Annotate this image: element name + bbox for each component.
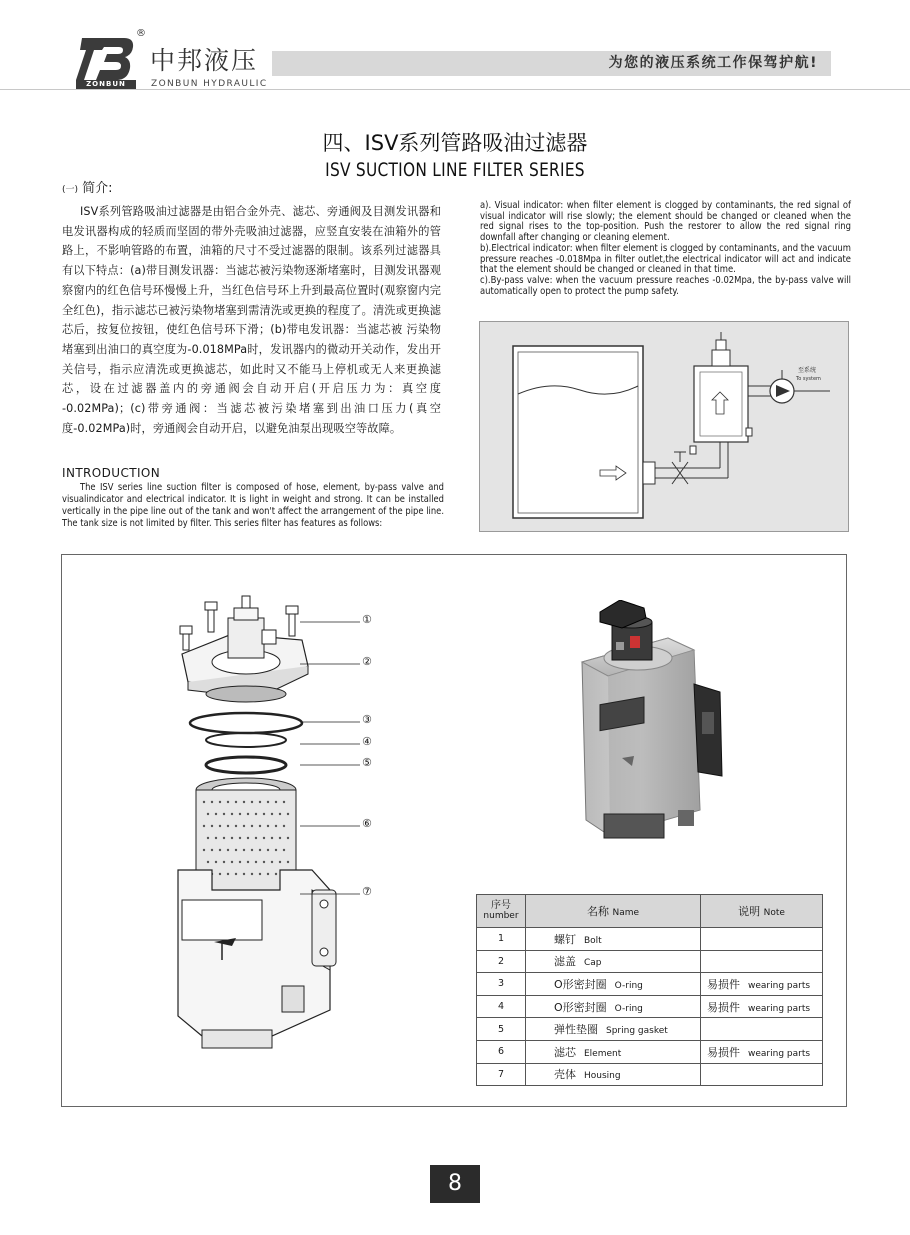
table-header-row <box>477 895 823 928</box>
col-name <box>526 895 701 928</box>
features-text <box>480 201 851 297</box>
intro-text-cn <box>62 202 441 438</box>
name-en: Element <box>584 1048 622 1059</box>
col-name-cn: 名称 <box>586 905 609 918</box>
name-cn: O形密封圈 <box>554 977 607 991</box>
to-system-label-cn: 至系统 <box>798 367 817 374</box>
callout-2: ② <box>362 655 372 668</box>
logo-wordmark: ZONBUN <box>76 80 136 89</box>
callout-3: ③ <box>362 713 372 726</box>
name-en: Spring gasket <box>606 1026 668 1037</box>
section-number: (一) <box>62 185 79 195</box>
section-label: 简介: <box>82 181 113 196</box>
to-system-label-en: To system <box>796 376 821 382</box>
callout-7: ⑦ <box>362 885 372 898</box>
row-number: 4 <box>477 995 526 1018</box>
name-cn: 螺钉 <box>554 932 576 946</box>
row-name <box>526 928 701 951</box>
col-note-en: Note <box>763 908 785 918</box>
product-photo <box>570 600 740 850</box>
name-cn: O形密封圈 <box>554 1000 607 1014</box>
table-row <box>477 1040 823 1063</box>
row-name <box>526 995 701 1018</box>
page-title-en: ISV SUCTION LINE FILTER SERIES <box>325 159 585 181</box>
row-note <box>701 995 823 1018</box>
row-number: 2 <box>477 950 526 973</box>
page-title-cn: 四、ISV系列管路吸油过滤器 <box>322 131 588 155</box>
row-number: 7 <box>477 1063 526 1086</box>
header-divider <box>0 89 910 90</box>
table-row <box>477 995 823 1018</box>
row-note <box>701 973 823 996</box>
name-en: Cap <box>584 958 602 969</box>
note-en: wearing parts <box>748 1003 811 1014</box>
callout-5: ⑤ <box>362 756 372 769</box>
note-en: wearing parts <box>748 980 811 991</box>
callout-4: ④ <box>362 735 372 748</box>
note-cn: 易损件 <box>707 1000 740 1014</box>
zonbun-logo-icon <box>76 36 136 82</box>
name-en: O-ring <box>614 980 643 991</box>
row-number: 6 <box>477 1040 526 1063</box>
row-name <box>526 950 701 973</box>
row-number: 5 <box>477 1018 526 1041</box>
feature-electrical-indicator: b).Electrical indicator: when filter element is clogged by contaminants, and the vacuum pressure reaches -0.018Mpa in filter outlet,the electrical indicator will act and indicate that the element should be changed or cleaned in that time. <box>480 242 851 276</box>
note-en: wearing parts <box>748 1048 811 1059</box>
note-cn: 易损件 <box>707 977 740 991</box>
name-cn: 弹性垫圈 <box>554 1023 598 1037</box>
registered-mark: ® <box>136 28 146 39</box>
parts-table <box>476 894 823 1086</box>
table-row <box>477 950 823 973</box>
row-number: 1 <box>477 928 526 951</box>
installation-diagram-drawing <box>480 322 848 531</box>
intro-text-en <box>62 482 444 530</box>
name-cn: 滤芯 <box>554 1045 576 1059</box>
table-row <box>477 1063 823 1086</box>
slogan-text: 为您的液压系统工作保驾护航! <box>608 55 818 71</box>
installation-diagram <box>479 321 849 532</box>
table-row <box>477 1018 823 1041</box>
feature-bypass-valve: c).By-pass valve: when the vacuum pressure reaches -0.02Mpa, the by-pass valve will automatically open to protect the pump safety. <box>480 274 851 297</box>
table-row <box>477 973 823 996</box>
row-name <box>526 973 701 996</box>
intro-paragraph-cn: ISV系列管路吸油过滤器是由铝合金外壳、滤芯、旁通阀及目测发讯器和电发讯器构成的轻质而坚固的带外壳吸油过滤器，应竖直安装在油箱外的管路上，不影响管路的布置，油箱的尺寸不受过滤器的限制。该系列过滤器具有以下特点：(a)带目测发讯器：当滤芯被污染物逐渐堵塞时，目测发讯器观察窗内的红色信号环慢慢上升，当红色信号环上升到最高位置时(观察窗内完全红色)，指示滤芯已被污染物堵塞到需清洗或更换的程度了。清洗或更换滤芯后，按复位按钮，使红色信号环下滑；(b)带电发讯器：当滤芯被 污染物堵塞到出油口的真空度为-0.018MPa时，发讯器内的微动开关动作，发出开关信号，指示应清洗或更换滤芯，如此时又不能马上停机或无人来更换滤芯，设在过滤器盖内的旁通阀会自动开启(开启压力为：真空度 -0.02MPa)；(c)带旁通阀：当滤芯被污染堵塞到出油口压力(真空度-0.02MPa)时，旁通阀会自动开启，以避免油泵出现吸空等故障。 <box>62 205 441 435</box>
brand-name-en: ZONBUN HYDRAULIC <box>151 79 268 89</box>
name-cn: 壳体 <box>554 1068 576 1082</box>
note-cn: 易损件 <box>707 1045 740 1059</box>
feature-visual-indicator: a). Visual indicator: when filter element is clogged by contaminants, the red signal of visual indicator will rise slowly; the element should be changed or cleaned when the red signal rises to the top-position. Push the restorer to allow the red signal ring downfall after changing or cleaning element. <box>480 200 851 244</box>
section-heading <box>62 181 113 198</box>
row-note <box>701 928 823 951</box>
name-cn: 滤盖 <box>554 955 576 969</box>
callout-6: ⑥ <box>362 817 372 830</box>
row-note <box>701 1040 823 1063</box>
callout-lines <box>300 610 390 910</box>
table-row <box>477 928 823 951</box>
col-name-en: Name <box>612 908 640 918</box>
row-note <box>701 950 823 973</box>
row-name <box>526 1063 701 1086</box>
row-note <box>701 1018 823 1041</box>
name-en: O-ring <box>614 1003 643 1014</box>
col-number <box>477 895 526 928</box>
row-name <box>526 1018 701 1041</box>
col-note <box>701 895 823 928</box>
col-number-cn: 序号 <box>491 900 511 911</box>
name-en: Housing <box>584 1071 621 1082</box>
introduction-heading: INTRODUCTION <box>62 466 161 480</box>
row-note <box>701 1063 823 1086</box>
name-en: Bolt <box>584 935 602 946</box>
col-note-cn: 说明 <box>738 905 761 918</box>
row-name <box>526 1040 701 1063</box>
row-number: 3 <box>477 973 526 996</box>
brand-name-cn: 中邦液压 <box>150 46 259 75</box>
callout-1: ① <box>362 613 372 626</box>
col-number-en: number <box>483 911 519 921</box>
intro-paragraph-en: The ISV series line suction filter is composed of hose, element, by-pass valve and visualindicator and electrical indicator. It is light in weight and strong. It can be installed vertically in the pipe line out of the tank and won't affect the arrangement of the pipe line. The tank size is not limited by filter. This series filter has features as follows: <box>62 482 444 529</box>
page-number: 8 <box>430 1165 480 1203</box>
